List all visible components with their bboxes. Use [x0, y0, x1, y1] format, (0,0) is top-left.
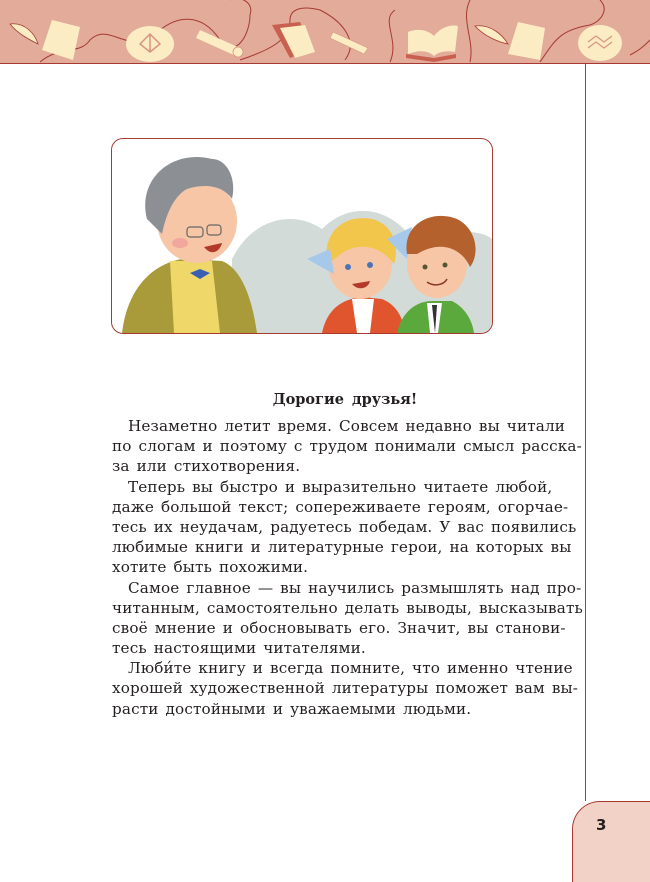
letter-body	[112, 416, 583, 719]
text-line: Незаметно летит время. Совсем недавно вы читали	[128, 417, 566, 435]
text-line: своё мнение и обосновывать его. Значит, вы станови-	[112, 618, 566, 637]
letter-heading: Дорогие друзья!	[272, 391, 418, 408]
text-line: Самое главное — вы научились размышлять над про-	[128, 578, 582, 597]
illustration-frame	[111, 138, 493, 334]
text-line: Люби́те книгу и всегда помните, что именно чтение	[128, 659, 573, 678]
paper-sheet-icon	[42, 20, 80, 60]
books-icon	[272, 22, 315, 58]
text-line: тесь настоящими читателями.	[112, 639, 366, 658]
teacher-figure	[122, 157, 257, 333]
teacher-and-pupils-illustration	[112, 139, 492, 333]
text-line: расти достойными и уважаемыми людьми.	[112, 699, 472, 718]
page-number-tab	[572, 801, 650, 882]
text-line: Теперь вы быстро и выразительно читаете любой,	[128, 477, 553, 496]
text-line: тесь их неудачам, радуетесь победам. У вас появились	[112, 517, 577, 536]
stone-tablet-icon	[126, 26, 174, 62]
page-number: 3	[596, 816, 607, 834]
header-banner	[0, 0, 650, 64]
text-line: любимые книги и литературные герои, на которых вы	[112, 538, 572, 557]
pencil-icon	[330, 32, 368, 54]
text-line: за или стихотворения.	[112, 457, 301, 476]
paper-sheet-icon	[508, 22, 545, 60]
scroll-icon	[196, 30, 243, 57]
margin-line	[585, 63, 586, 801]
text-line: хорошей художественной литературы поможет вам вы-	[112, 679, 579, 698]
quill-icon	[10, 24, 38, 44]
text-line: даже большой текст; сопереживаете героям, огорчае-	[112, 497, 569, 516]
text-line: хотите быть похожими.	[112, 558, 309, 577]
quill-icon	[475, 26, 508, 44]
text-line: по слогам и поэтому с трудом понимали смысл расска-	[112, 437, 582, 456]
stone-tablet-icon	[578, 25, 622, 61]
banner-decoration	[0, 0, 650, 63]
open-book-icon	[406, 25, 458, 62]
text-line: читанным, самостоятельно делать выводы, высказывать	[112, 598, 583, 617]
